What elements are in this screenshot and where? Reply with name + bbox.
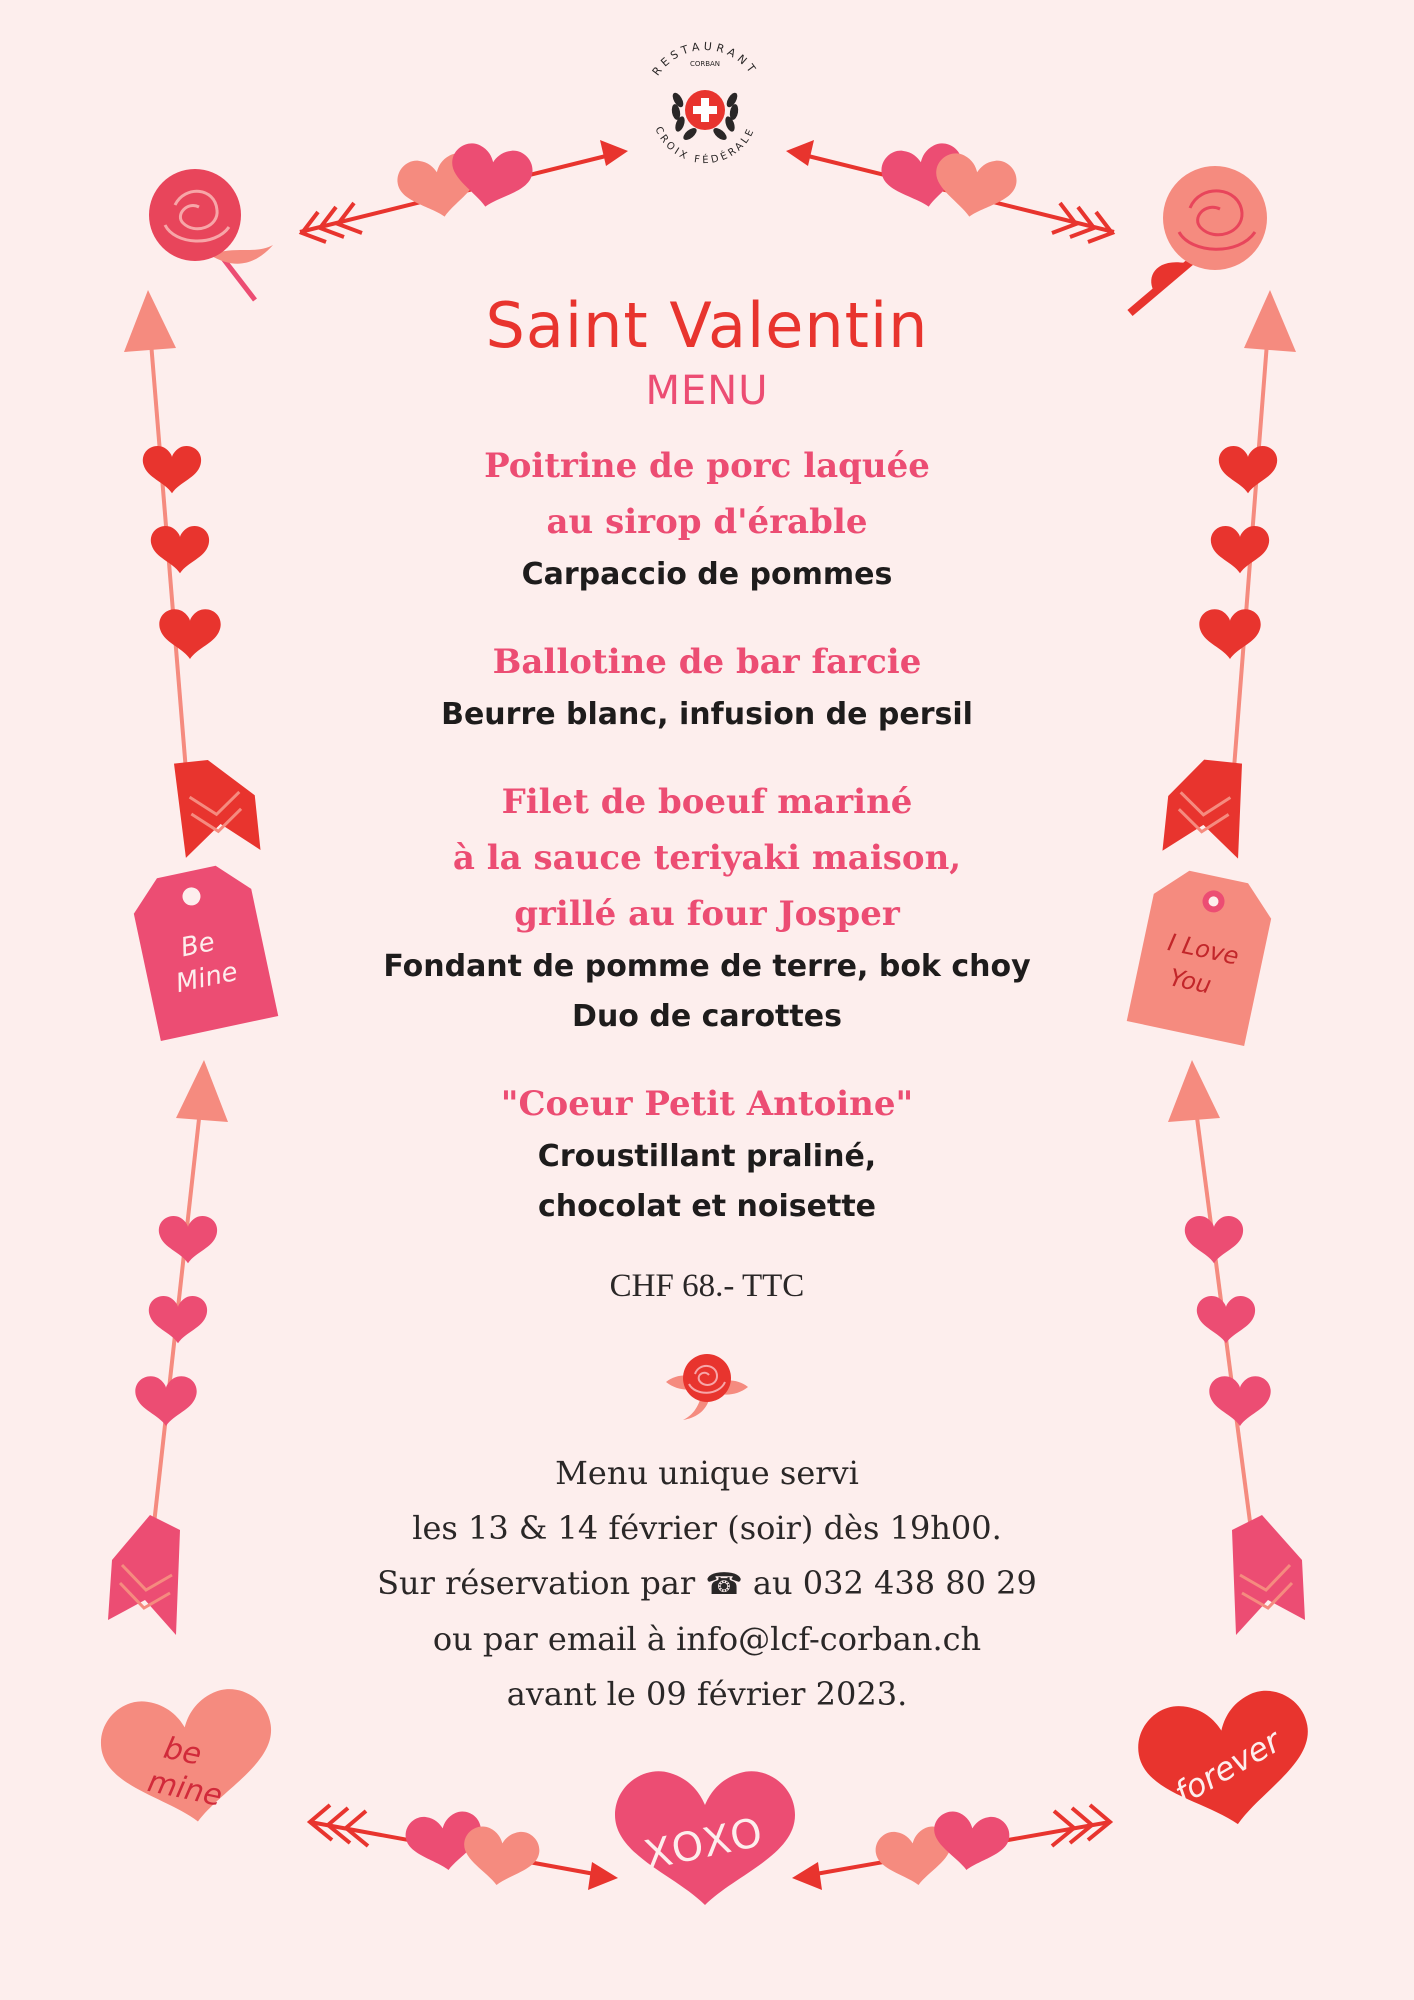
info-line: Menu unique servi — [555, 1454, 859, 1492]
heart-right-text: forever — [1168, 1721, 1287, 1813]
heart-left-line1: be — [160, 1730, 205, 1773]
rose-icon — [661, 1342, 753, 1422]
dish-line: Poitrine de porc laquée — [484, 446, 930, 486]
rose-top-right — [1130, 166, 1267, 313]
dish-line: au sirop d'érable — [546, 502, 868, 542]
side-line: Carpaccio de pommes — [521, 557, 893, 592]
heart-be-mine — [96, 1684, 283, 1834]
dish-line: Filet de boeuf mariné — [501, 782, 913, 822]
menu-title: Saint Valentin — [485, 289, 929, 362]
menu-subtitle: MENU — [645, 368, 769, 414]
dish-line: grillé au four Josper — [514, 894, 900, 934]
dish-line: à la sauce teriyaki maison, — [452, 838, 962, 878]
info-deadline-line: avant le 09 février 2023. — [506, 1675, 908, 1713]
info-reservation-text: Sur réservation par — [377, 1564, 696, 1602]
side-line: Croustillant praliné, — [537, 1139, 877, 1174]
course-fish — [300, 634, 1114, 740]
info-block — [300, 1446, 1114, 1722]
tag-left-line2: Mine — [173, 956, 241, 1000]
right-arrow-upper — [1162, 290, 1296, 859]
menu-price: CHF 68.- TTC — [609, 1268, 805, 1304]
info-email-line: ou par email à info@lcf-corban.ch — [432, 1620, 982, 1658]
bottom-right-arrow-hearts — [792, 1805, 1110, 1890]
right-arrow-lower — [1168, 1060, 1305, 1635]
logo-bottom-text: CROIX FÉDÉRALE — [652, 125, 758, 167]
side-line: Fondant de pomme de terre, bok choy — [383, 949, 1031, 984]
course-starter — [300, 438, 1114, 600]
phone-icon: ☎ — [705, 1567, 743, 1602]
left-arrow-lower — [108, 1060, 228, 1635]
logo-top-text: RESTAURANT — [649, 39, 761, 79]
menu-content — [300, 290, 1114, 1722]
tag-left-line1: Be — [178, 926, 218, 964]
logo-name: CORBAN — [689, 60, 721, 68]
heart-center-text: XOXO — [640, 1808, 770, 1880]
side-line: chocolat et noisette — [537, 1189, 877, 1224]
top-left-arrow-hearts — [300, 140, 628, 242]
dish-line: "Coeur Petit Antoine" — [500, 1084, 914, 1124]
course-dessert — [300, 1076, 1114, 1232]
side-line: Duo de carottes — [572, 999, 842, 1034]
phone-number-text: au 032 438 80 29 — [752, 1564, 1037, 1602]
left-arrow-upper — [124, 290, 261, 858]
rose-top-left — [149, 169, 273, 300]
restaurant-logo — [630, 30, 780, 180]
side-line: Beurre blanc, infusion de persil — [441, 697, 973, 732]
info-line-phone — [300, 1556, 1114, 1612]
heart-xoxo — [615, 1771, 795, 1905]
bottom-left-arrow-hearts — [310, 1805, 618, 1890]
dish-line: Ballotine de bar farcie — [492, 642, 922, 682]
tag-right-line1: I Love — [1165, 928, 1242, 971]
info-line: les 13 & 14 février (soir) dès 19h00. — [412, 1509, 1002, 1547]
tag-right-line2: You — [1166, 963, 1214, 1000]
heart-left-line2: mine — [144, 1764, 226, 1814]
course-main — [300, 774, 1114, 1042]
top-right-arrow-hearts — [786, 140, 1114, 242]
tag-be-mine — [128, 859, 279, 1040]
tag-i-love-you — [1127, 864, 1278, 1045]
heart-forever — [1132, 1684, 1322, 1839]
